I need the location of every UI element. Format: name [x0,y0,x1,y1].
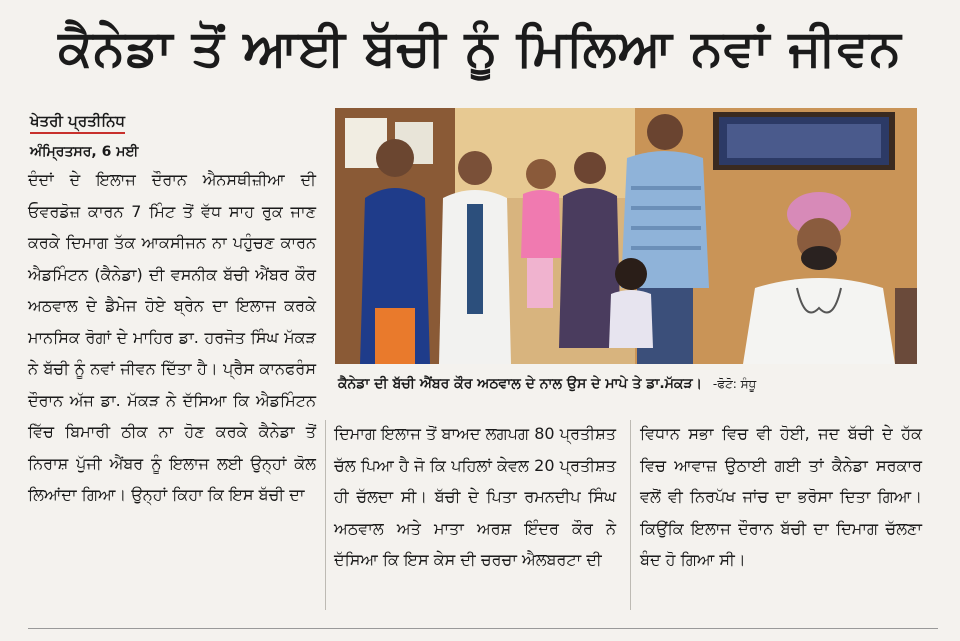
dateline: ਅੰਮ੍ਰਿਤਸਰ, 6 ਮਈ [30,144,139,160]
article-column-3 [640,418,922,576]
article-column-2 [334,418,616,576]
byline: ਖੇਤਰੀ ਪ੍ਰਤੀਨਿਧ [30,112,125,134]
article-text-1: ਦੰਦਾਂ ਦੇ ਇਲਾਜ ਦੌਰਾਨ ਐਨਸਥੀਜ਼ੀਆ ਦੀ ਓਵਰਡੋਜ਼ ਕਾਰਨ 7 ਮਿੰਟ ਤੋਂ ਵੱਧ ਸਾਹ ਰੁਕ ਜਾਣ ਕਰਕੇ ਦਿਮਾਗ ਤੱਕ ਆਕਸੀਜਨ ਨਾ ਪਹੁੰਚਣ ਕਾਰਨ ਐਡਮਿੰਟਨ (ਕੈਨੇਡਾ) ਦੀ ਵਸਨੀਕ ਬੱਚੀ ਐਂਬਰ ਕੌਰ ਅਠਵਾਲ ਦੇ ਡੈਮੇਜ ਹੋਏ ਬ੍ਰੇਨ ਦਾ ਇਲਾਜ ਕਰਕੇ ਮਾਨਸਿਕ ਰੋਗਾਂ ਦੇ ਮਾਹਿਰ ਡਾ. ਹਰਜੋਤ ਸਿੰਘ ਮੱਕੜ ਨੇ ਬੱਚੀ ਨੂੰ ਨਵਾਂ ਜੀਵਨ ਦਿੱਤਾ ਹੈ। ਪ੍ਰੈਸ ਕਾਨਫਰੰਸ ਦੌਰਾਨ ਅੱਜ ਡਾ. ਮੱਕੜ ਨੇ ਦੱਸਿਆ ਕਿ ਐਡਮਿੰਟਨ ਵਿੱਚ ਬਿਮਾਰੀ ਠੀਕ ਨਾ ਹੋਣ ਕਰਕੇ ਕੈਨੇਡਾ ਤੋਂ ਨਿਰਾਸ਼ ਪੁੱਜੀ ਐਂਬਰ ਨੂੰ ਇਲਾਜ ਲਈ ਉਨ੍ਹਾਂ ਕੋਲ ਲਿਆਂਦਾ ਗਿਆ। ਉਨ੍ਹਾਂ ਕਿਹਾ ਕਿ ਇਸ ਬੱਚੀ ਦਾ [28,170,316,504]
article-column-1 [28,164,316,511]
article-text-3: ਵਿਧਾਨ ਸਭਾ ਵਿਚ ਵੀ ਹੋਈ, ਜਦ ਬੱਚੀ ਦੇ ਹੱਕ ਵਿਚ ਆਵਾਜ਼ ਉਠਾਈ ਗਈ ਤਾਂ ਕੈਨੇਡਾ ਸਰਕਾਰ ਵਲੋਂ ਵੀ ਨਿਰਪੱਖ ਜਾਂਚ ਦਾ ਭਰੋਸਾ ਦਿਤਾ ਗਿਆ। ਕਿਉਂਕਿ ਇਲਾਜ ਦੌਰਾਨ ਬੱਚੀ ਦਾ ਦਿਮਾਗ ਚੱਲਣਾ ਬੰਦ ਹੋ ਗਿਆ ਸੀ। [640,424,922,569]
headline: ਕੈਨੇਡਾ ਤੋਂ ਆਈ ਬੱਚੀ ਨੂੰ ਮਿਲਿਆ ਨਵਾਂ ਜੀਵਨ [58,19,902,77]
news-photo [335,108,917,364]
column-rule [630,420,631,610]
bottom-rule [28,628,938,629]
photo-caption-text: ਕੈਨੇਡਾ ਦੀ ਬੱਚੀ ਐਂਬਰ ਕੌਰ ਅਠਵਾਲ ਦੇ ਨਾਲ ਉਸ ਦੇ ਮਾਪੇ ਤੇ ਡਾ.ਮੱਕੜ। [338,376,703,392]
photo-caption [338,376,922,392]
photo-credit: -ਫੋਟੋ: ਸੰਧੂ [712,377,757,391]
article-text-2: ਦਿਮਾਗ ਇਲਾਜ ਤੋਂ ਬਾਅਦ ਲਗਪਗ 80 ਪ੍ਰਤੀਸ਼ਤ ਚੱਲ ਪਿਆ ਹੈ ਜੋ ਕਿ ਪਹਿਲਾਂ ਕੇਵਲ 20 ਪ੍ਰਤੀਸ਼ਤ ਹੀ ਚੱਲਦਾ ਸੀ। ਬੱਚੀ ਦੇ ਪਿਤਾ ਰਮਨਦੀਪ ਸਿੰਘ ਅਠਵਾਲ ਅਤੇ ਮਾਤਾ ਅਰਸ਼ ਇੰਦਰ ਕੌਰ ਨੇ ਦੱਸਿਆ ਕਿ ਇਸ ਕੇਸ ਦੀ ਚਰਚਾ ਐਲਬਰਟਾ ਦੀ [334,424,616,569]
column-rule [325,420,326,610]
